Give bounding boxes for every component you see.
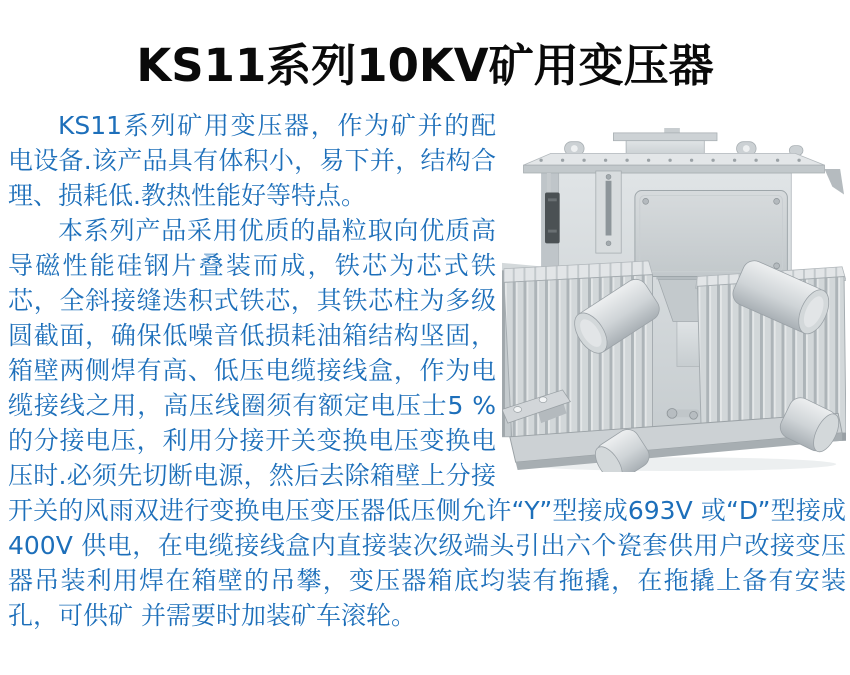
transformer-illustration — [502, 128, 846, 472]
article-body — [0, 108, 850, 633]
transformer-photo — [502, 128, 846, 478]
paragraph-details: 本系列产品采用优质的晶粒取向优质高导磁性能硅钢片叠装而成，铁芯为芯式铁芯，全斜接缝迭积式铁芯，其铁芯柱为多级圆截面，确保低噪音低损耗油箱结构坚固，箱壁两侧焊有高、低压电缆接线盒，作为电缆接线之用，高压线圈须有额定电压士5 %的分接电压，利用分接开关变换电压变换电压时.必须先切断电源，然后去除箱壁上分接开关的风雨双进行变换电压变压器低压侧允许“Y”型接成693V 或“D”型接成400V 供电，在电缆接线盒内直接装次级端头引出六个瓷套供用户改接变压器吊装利用焊在箱壁的吊攀，变压器箱底均装有拖撬，在拖撬上备有安装孔，可供矿 并需要时加装矿车滚轮。 — [8, 216, 846, 630]
paragraph-intro: KS11系列矿用变压器，作为矿并的配电设备.该产品具有体积小，易下并，结构合理、损耗低.教热性能好等特点。 — [8, 111, 496, 210]
page-title: KS11系列10KV矿用变压器 — [136, 39, 714, 92]
document-page — [0, 40, 850, 675]
